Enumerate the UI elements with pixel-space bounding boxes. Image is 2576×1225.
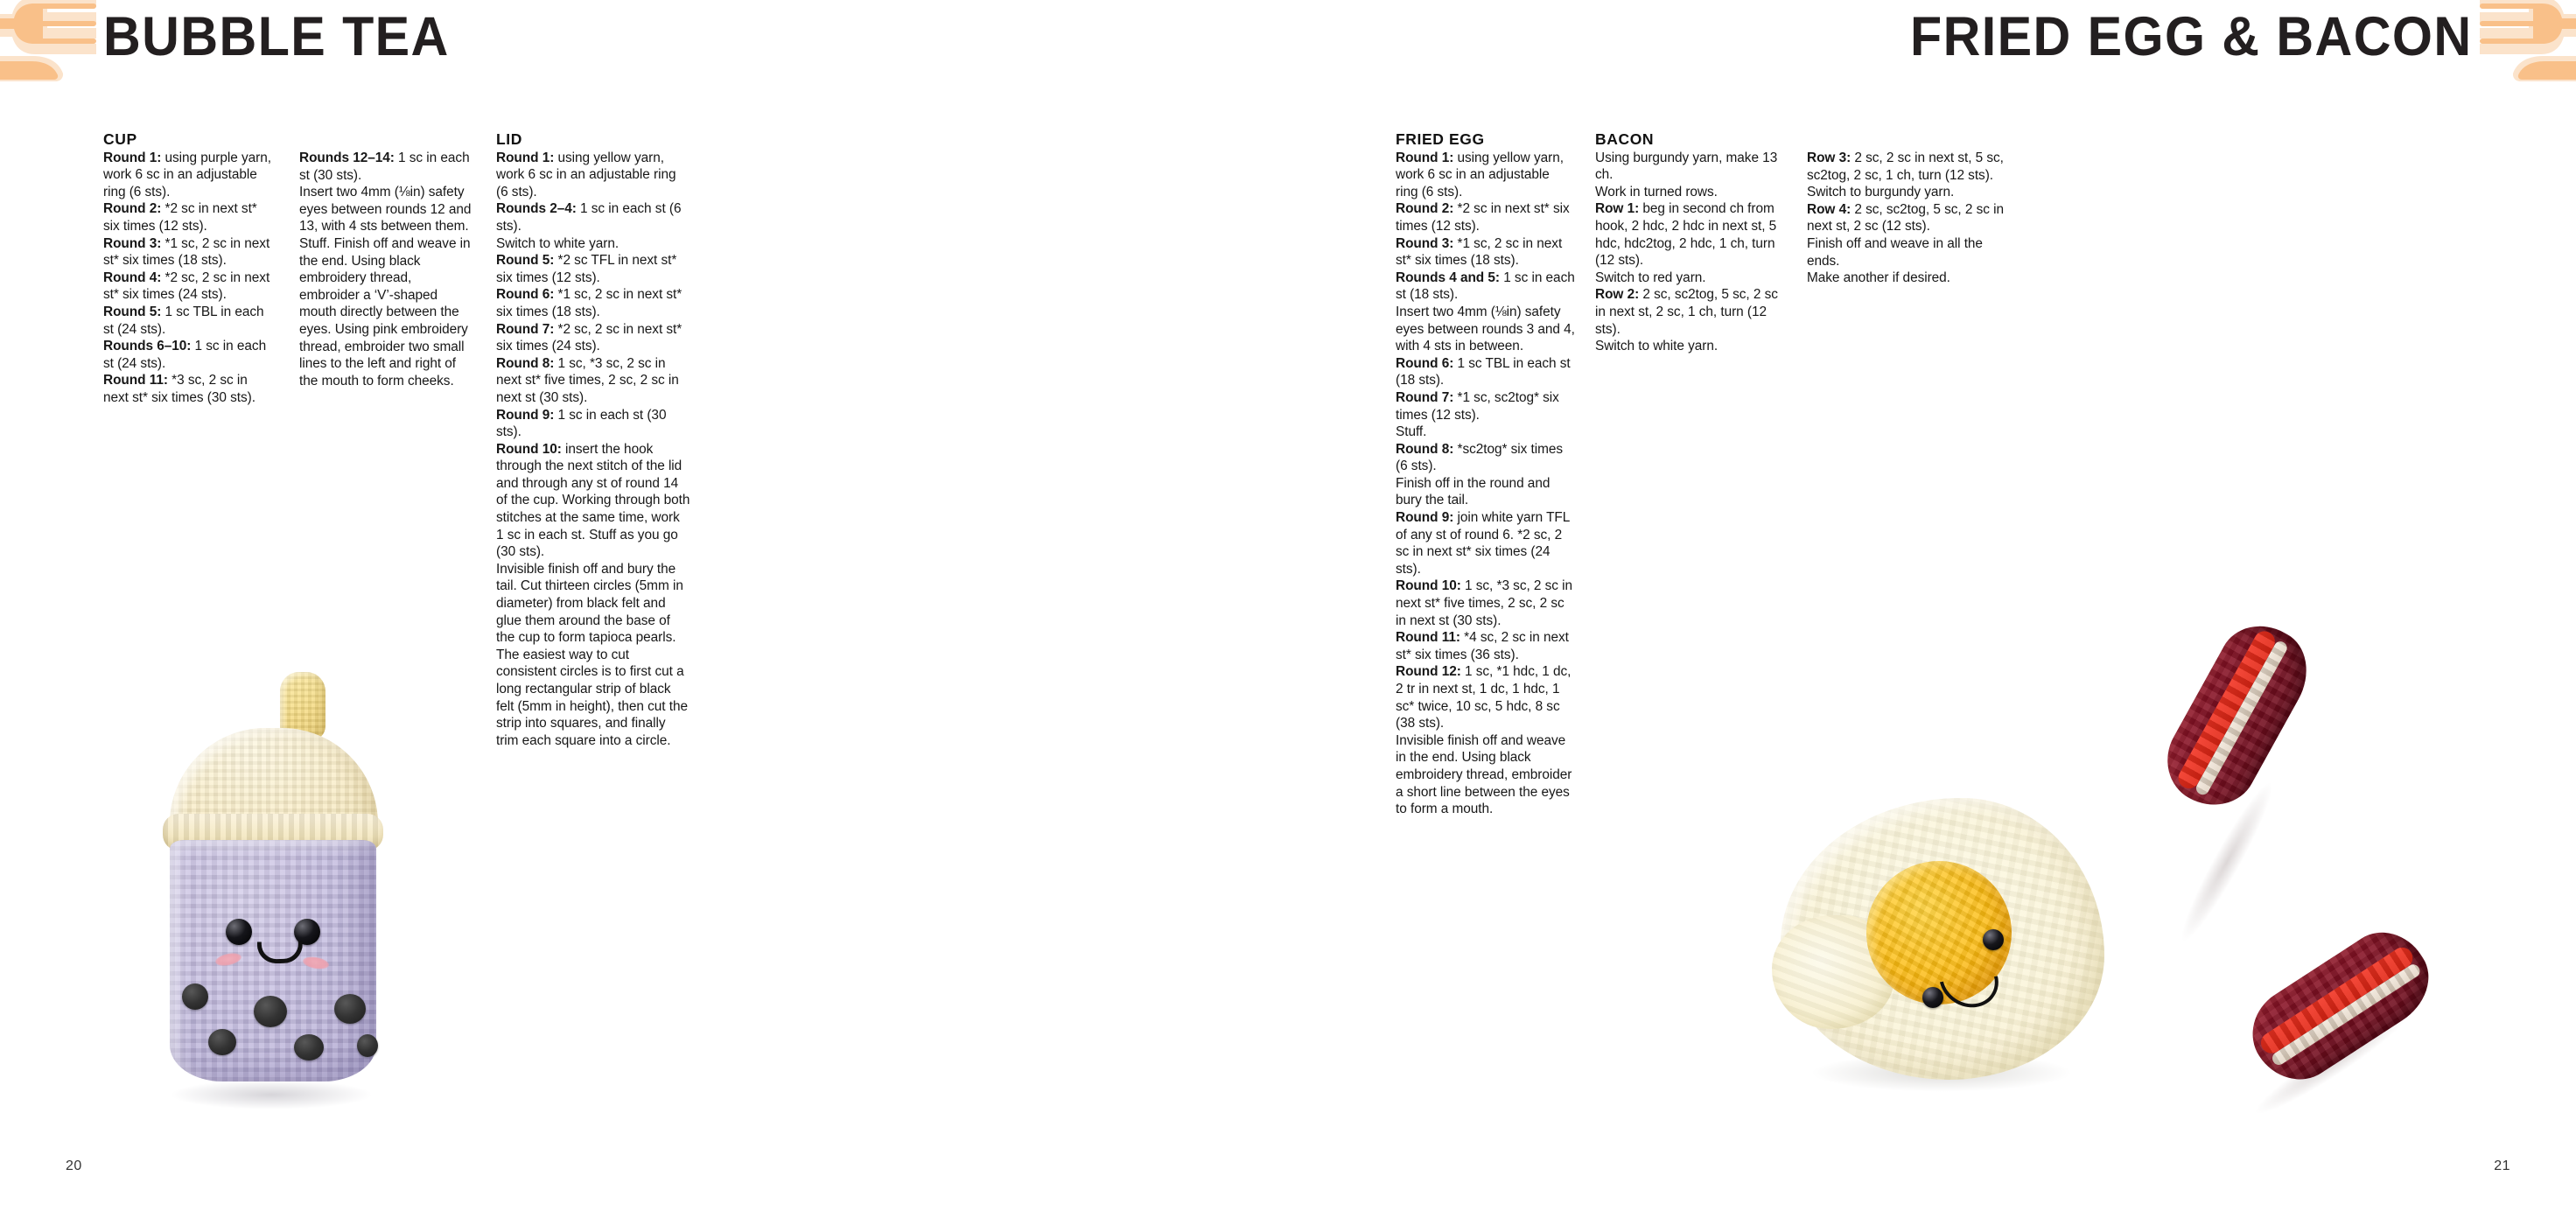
pattern-instruction: Insert two 4mm (⅛in) safety eyes between rounds 3 and 4, with 4 sts in between. bbox=[1396, 304, 1575, 354]
tapioca-pearl bbox=[334, 994, 366, 1024]
instruction-label: Row 4: bbox=[1807, 201, 1852, 217]
pattern-instruction: Invisible finish off and weave in the end. Using black embroidery thread, embroider a short line between the eyes to form a mouth. bbox=[1396, 732, 1572, 817]
instruction-label: Round 12: bbox=[1396, 664, 1461, 680]
column-cup bbox=[103, 131, 273, 749]
pattern-instruction: Rounds 4 and 5: 1 sc in each st (18 sts). bbox=[1396, 270, 1575, 303]
fork-and-spoon-icon bbox=[0, 0, 96, 98]
instruction-label: Rounds 12–14: bbox=[299, 150, 395, 165]
section-heading: FRIED EGG bbox=[1396, 130, 1485, 148]
pattern-instruction: Invisible finish off and bury the tail. Cut thirteen circles (5mm in diameter) from black felt and glue them around the base of the cup to form tapioca pearls. The easiest way to cut consistent circles is to first cut a long rectangular strip of black felt (5mm in height), then cut the strip into squares, and finally trim each square into a circle. bbox=[496, 561, 689, 748]
pattern-instruction: Row 4: 2 sc, sc2tog, 5 sc, 2 sc in next st, 2 sc (12 sts). bbox=[1807, 201, 2004, 234]
instruction-label: Round 8: bbox=[1396, 441, 1454, 457]
instruction-label: Round 1: bbox=[103, 150, 162, 165]
pattern-instruction: Round 7: *1 sc, sc2tog* six times (12 sts). bbox=[1396, 389, 1559, 423]
instruction-label: Round 6: bbox=[496, 287, 555, 303]
pattern-instruction: Work in turned rows. bbox=[1595, 184, 1718, 200]
instruction-label: Round 5: bbox=[496, 253, 555, 269]
instruction-label: Round 9: bbox=[1396, 510, 1454, 526]
instruction-label: Round 11: bbox=[103, 373, 168, 388]
pattern-instruction: Insert two 4mm (⅛in) safety eyes between rounds 12 and 13, with 4 sts between them. Stuff. Finish off and weave in the end. Using black embroidery thread, embroider a ‘V’-shaped mouth directly between the eyes. Using pink embroidery thread, embroider two small lines to the left and right of the mouth to form cheeks. bbox=[299, 185, 472, 388]
instruction-label: Round 5: bbox=[103, 304, 162, 319]
instruction-label: Rounds 2–4: bbox=[496, 201, 577, 217]
pattern-instruction: Round 1: using yellow yarn, work 6 sc in an adjustable ring (6 sts). bbox=[496, 150, 676, 200]
pattern-instruction: Round 10: 1 sc, *3 sc, 2 sc in next st* five times, 2 sc, 2 sc in next st (30 sts). bbox=[1396, 578, 1573, 628]
bacon-strip bbox=[2152, 610, 2324, 821]
pattern-instruction: Round 2: *2 sc in next st* six times (12 sts). bbox=[1396, 201, 1570, 234]
column-lid bbox=[496, 131, 690, 749]
page-number-right: 21 bbox=[2494, 1158, 2510, 1173]
pattern-instruction: Round 8: 1 sc, *3 sc, 2 sc in next st* five times, 2 sc, 2 sc in next st (30 sts). bbox=[496, 355, 679, 405]
instruction-label: Row 1: bbox=[1595, 201, 1640, 217]
tapioca-pearl bbox=[294, 1034, 324, 1060]
pattern-instruction: Finish off and weave in all the ends. bbox=[1807, 235, 1983, 269]
instruction-label: Round 7: bbox=[496, 321, 555, 337]
instruction-label: Rounds 4 and 5: bbox=[1396, 270, 1500, 285]
tapioca-pearl bbox=[182, 984, 208, 1010]
pattern-instruction: Round 1: using yellow yarn, work 6 sc in an adjustable ring (6 sts). bbox=[1396, 150, 1564, 200]
pattern-instruction: Using burgundy yarn, make 13 ch. bbox=[1595, 150, 1778, 183]
egg-eye-lower bbox=[1922, 987, 1943, 1008]
instruction-label: Round 6: bbox=[1396, 355, 1454, 371]
pattern-instruction: Switch to red yarn. bbox=[1595, 270, 1706, 285]
pattern-instruction: Round 9: join white yarn TFL of any st of round 6. *2 sc, 2 sc in next st* six times (24 sts). bbox=[1396, 510, 1570, 577]
pattern-instruction: Round 8: *sc2tog* six times (6 sts). bbox=[1396, 441, 1564, 474]
pattern-instruction: Switch to burgundy yarn. bbox=[1807, 185, 1955, 200]
boba-eye-left bbox=[226, 919, 252, 945]
left-page-columns bbox=[0, 131, 1288, 749]
instruction-label: Row 2: bbox=[1595, 287, 1640, 303]
pattern-instruction: Round 1: using purple yarn, work 6 sc in an adjustable ring (6 sts). bbox=[103, 150, 271, 200]
right-page bbox=[1288, 0, 2576, 1225]
instruction-label: Round 2: bbox=[103, 201, 162, 217]
instruction-label: Round 10: bbox=[496, 441, 562, 457]
pattern-instruction: Round 6: 1 sc TBL in each st (18 sts). bbox=[1396, 355, 1571, 388]
section-heading: BACON bbox=[1595, 130, 1655, 148]
pattern-instruction: Rounds 6–10: 1 sc in each st (24 sts). bbox=[103, 339, 267, 371]
pattern-instruction: Row 2: 2 sc, sc2tog, 5 sc, 2 sc in next st, 2 sc, 1 ch, turn (12 sts). bbox=[1595, 287, 1778, 337]
bacon-photo bbox=[2135, 639, 2529, 1138]
bubble-tea-photo bbox=[131, 665, 411, 1120]
tapioca-pearl bbox=[254, 996, 287, 1027]
pattern-instruction: Rounds 2–4: 1 sc in each st (6 sts). bbox=[496, 201, 682, 234]
pattern-instruction: Round 10: insert the hook through the next stitch of the lid and through any st of round 14 of the cup. Working through both stitches at the same time, work 1 sc in each st. Stuff as you go (30 sts). bbox=[496, 441, 690, 560]
right-page-header bbox=[1288, 0, 2576, 98]
column-cup-continued bbox=[299, 131, 474, 749]
pattern-instruction: Row 1: beg in second ch from hook, 2 hdc, 2 hdc in next st, 5 hdc, hdc2tog, 2 hdc, 1 ch, turn (12 sts). bbox=[1595, 201, 1777, 269]
pattern-instruction: Rounds 12–14: 1 sc in each st (30 sts). bbox=[299, 150, 470, 183]
photo-shadow bbox=[170, 1080, 373, 1110]
instruction-label: Round 10: bbox=[1396, 578, 1461, 594]
pattern-instruction: Round 11: *3 sc, 2 sc in next st* six times (30 sts). bbox=[103, 373, 256, 405]
pattern-instruction: Switch to white yarn. bbox=[1595, 339, 1718, 354]
pattern-instruction: Round 12: 1 sc, *1 hdc, 1 dc, 2 tr in next st, 1 dc, 1 hdc, 1 sc* twice, 10 sc, 5 hdc, 8 sc (38 sts). bbox=[1396, 664, 1572, 732]
column-bacon-continued bbox=[1807, 131, 2008, 818]
egg-eye-upper bbox=[1983, 929, 2004, 950]
pattern-instruction: Round 6: *1 sc, 2 sc in next st* six times (18 sts). bbox=[496, 287, 682, 319]
instruction-label: Round 1: bbox=[496, 150, 555, 165]
instruction-label: Row 3: bbox=[1807, 150, 1852, 165]
pattern-instruction: Row 3: 2 sc, 2 sc in next st, 5 sc, sc2tog, 2 sc, 1 ch, turn (12 sts). bbox=[1807, 150, 2004, 183]
instruction-label: Round 4: bbox=[103, 270, 162, 285]
instruction-label: Round 2: bbox=[1396, 201, 1454, 217]
instruction-label: Round 1: bbox=[1396, 150, 1454, 165]
pattern-instruction: Switch to white yarn. bbox=[496, 235, 620, 251]
heading-spacer bbox=[1807, 131, 2008, 150]
page-title: BUBBLE TEA bbox=[103, 6, 450, 67]
tapioca-pearl bbox=[208, 1029, 236, 1055]
instruction-label: Round 3: bbox=[1396, 235, 1454, 251]
fork-and-spoon-icon bbox=[2480, 0, 2576, 98]
pattern-instruction: Round 9: 1 sc in each st (30 sts). bbox=[496, 407, 667, 440]
instruction-label: Round 8: bbox=[496, 355, 555, 371]
section-heading: LID bbox=[496, 130, 522, 148]
pattern-instruction: Round 7: *2 sc, 2 sc in next st* six times (24 sts). bbox=[496, 321, 682, 354]
column-fried-egg bbox=[1396, 131, 1575, 818]
pattern-instruction: Round 3: *1 sc, 2 sc in next st* six times (18 sts). bbox=[1396, 235, 1563, 269]
tapioca-pearl bbox=[357, 1034, 378, 1057]
instruction-label: Round 9: bbox=[496, 407, 555, 423]
pattern-instruction: Round 3: *1 sc, 2 sc in next st* six times (18 sts). bbox=[103, 235, 270, 269]
instruction-label: Round 11: bbox=[1396, 630, 1460, 646]
column-bacon bbox=[1595, 131, 1788, 818]
pattern-instruction: Round 11: *4 sc, 2 sc in next st* six times (36 sts). bbox=[1396, 630, 1569, 662]
heading-spacer bbox=[299, 131, 474, 150]
page-title: FRIED EGG & BACON bbox=[1910, 6, 2473, 67]
pattern-instruction: Round 5: *2 sc TFL in next st* six times (12 sts). bbox=[496, 253, 677, 285]
pattern-instruction: Round 4: *2 sc, 2 sc in next st* six times (24 sts). bbox=[103, 270, 270, 303]
pattern-instruction: Round 5: 1 sc TBL in each st (24 sts). bbox=[103, 304, 264, 337]
pattern-instruction: Finish off in the round and bury the tail. bbox=[1396, 475, 1550, 508]
fried-egg-photo bbox=[1772, 788, 2131, 1138]
instruction-label: Rounds 6–10: bbox=[103, 339, 192, 354]
instruction-label: Round 7: bbox=[1396, 389, 1454, 405]
pattern-instruction: Make another if desired. bbox=[1807, 270, 1950, 286]
instruction-label: Round 3: bbox=[103, 235, 162, 251]
section-heading: CUP bbox=[103, 130, 137, 148]
pattern-instruction: Round 2: *2 sc in next st* six times (12 sts). bbox=[103, 201, 257, 234]
left-page-header bbox=[0, 0, 1288, 98]
pattern-instruction: Stuff. bbox=[1396, 424, 1427, 440]
page-number-left: 20 bbox=[66, 1158, 82, 1173]
